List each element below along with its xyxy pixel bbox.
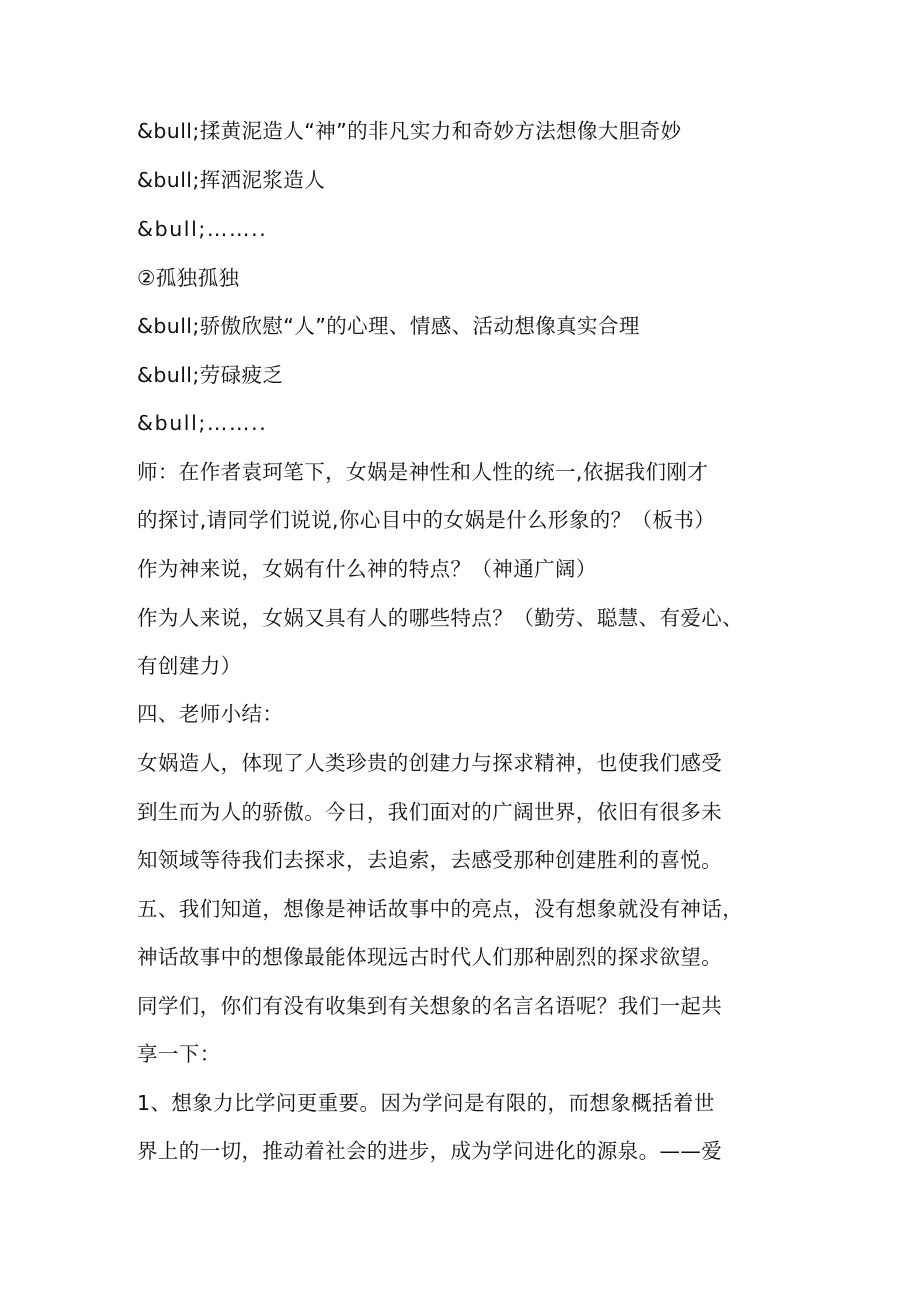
section-heading-5: 五、我们知道，想像是神话故事中的亮点，没有想象就没有神话， xyxy=(137,897,744,921)
text-line-5: &bull;骄傲欣慰“人”的心理、情感、活动想像真实合理 xyxy=(137,314,640,338)
text-line-18: 神话故事中的想像最能体现远古时代人们那种剧烈的探求欲望。 xyxy=(137,945,723,969)
text-line-7: &bull;…….. xyxy=(137,411,268,435)
text-line-4: ②孤独孤独 xyxy=(137,266,240,290)
quote-line-1: 1、想象力比学问更重要。因为学问是有限的，而想象概括着世 xyxy=(137,1091,715,1115)
quote-line-2: 界上的一切，推动着社会的进步，成为学问进化的源泉。——爱 xyxy=(137,1139,723,1163)
text-line-6: &bull;劳碌疲乏 xyxy=(137,363,284,387)
text-line-20: 享一下： xyxy=(137,1042,221,1066)
text-line-11: 作为人来说，女娲又具有人的哪些特点？（勤劳、聪慧、有爱心、 xyxy=(137,606,744,630)
text-line-15: 到生而为人的骄傲。今日，我们面对的广阔世界，依旧有很多未 xyxy=(137,800,723,824)
text-line-10: 作为神来说，女娲有什么神的特点？（神通广阔） xyxy=(137,557,597,581)
text-line-8: 师：在作者袁珂笔下，女娲是神性和人性的统一,依据我们刚才 xyxy=(137,460,709,484)
text-line-14: 女娲造人，体现了人类珍贵的创建力与探求精神，也使我们感受 xyxy=(137,751,723,775)
section-heading-4: 四、老师小结： xyxy=(137,702,284,726)
text-line-9: 的探讨,请同学们说说,你心目中的女娲是什么形象的？（板书） xyxy=(137,508,716,532)
text-line-12: 有创建力） xyxy=(137,654,242,678)
text-line-1: &bull;揉黄泥造人“神”的非凡实力和奇妙方法想像大胆奇妙 xyxy=(137,119,682,143)
text-line-2: &bull;挥洒泥浆造人 xyxy=(137,168,326,192)
text-line-19: 同学们，你们有没有收集到有关想象的名言名语呢？我们一起共 xyxy=(137,994,723,1018)
text-line-16: 知领域等待我们去探求，去追索，去感受那种创建胜利的喜悦。 xyxy=(137,848,723,872)
text-line-3: &bull;…….. xyxy=(137,217,268,241)
